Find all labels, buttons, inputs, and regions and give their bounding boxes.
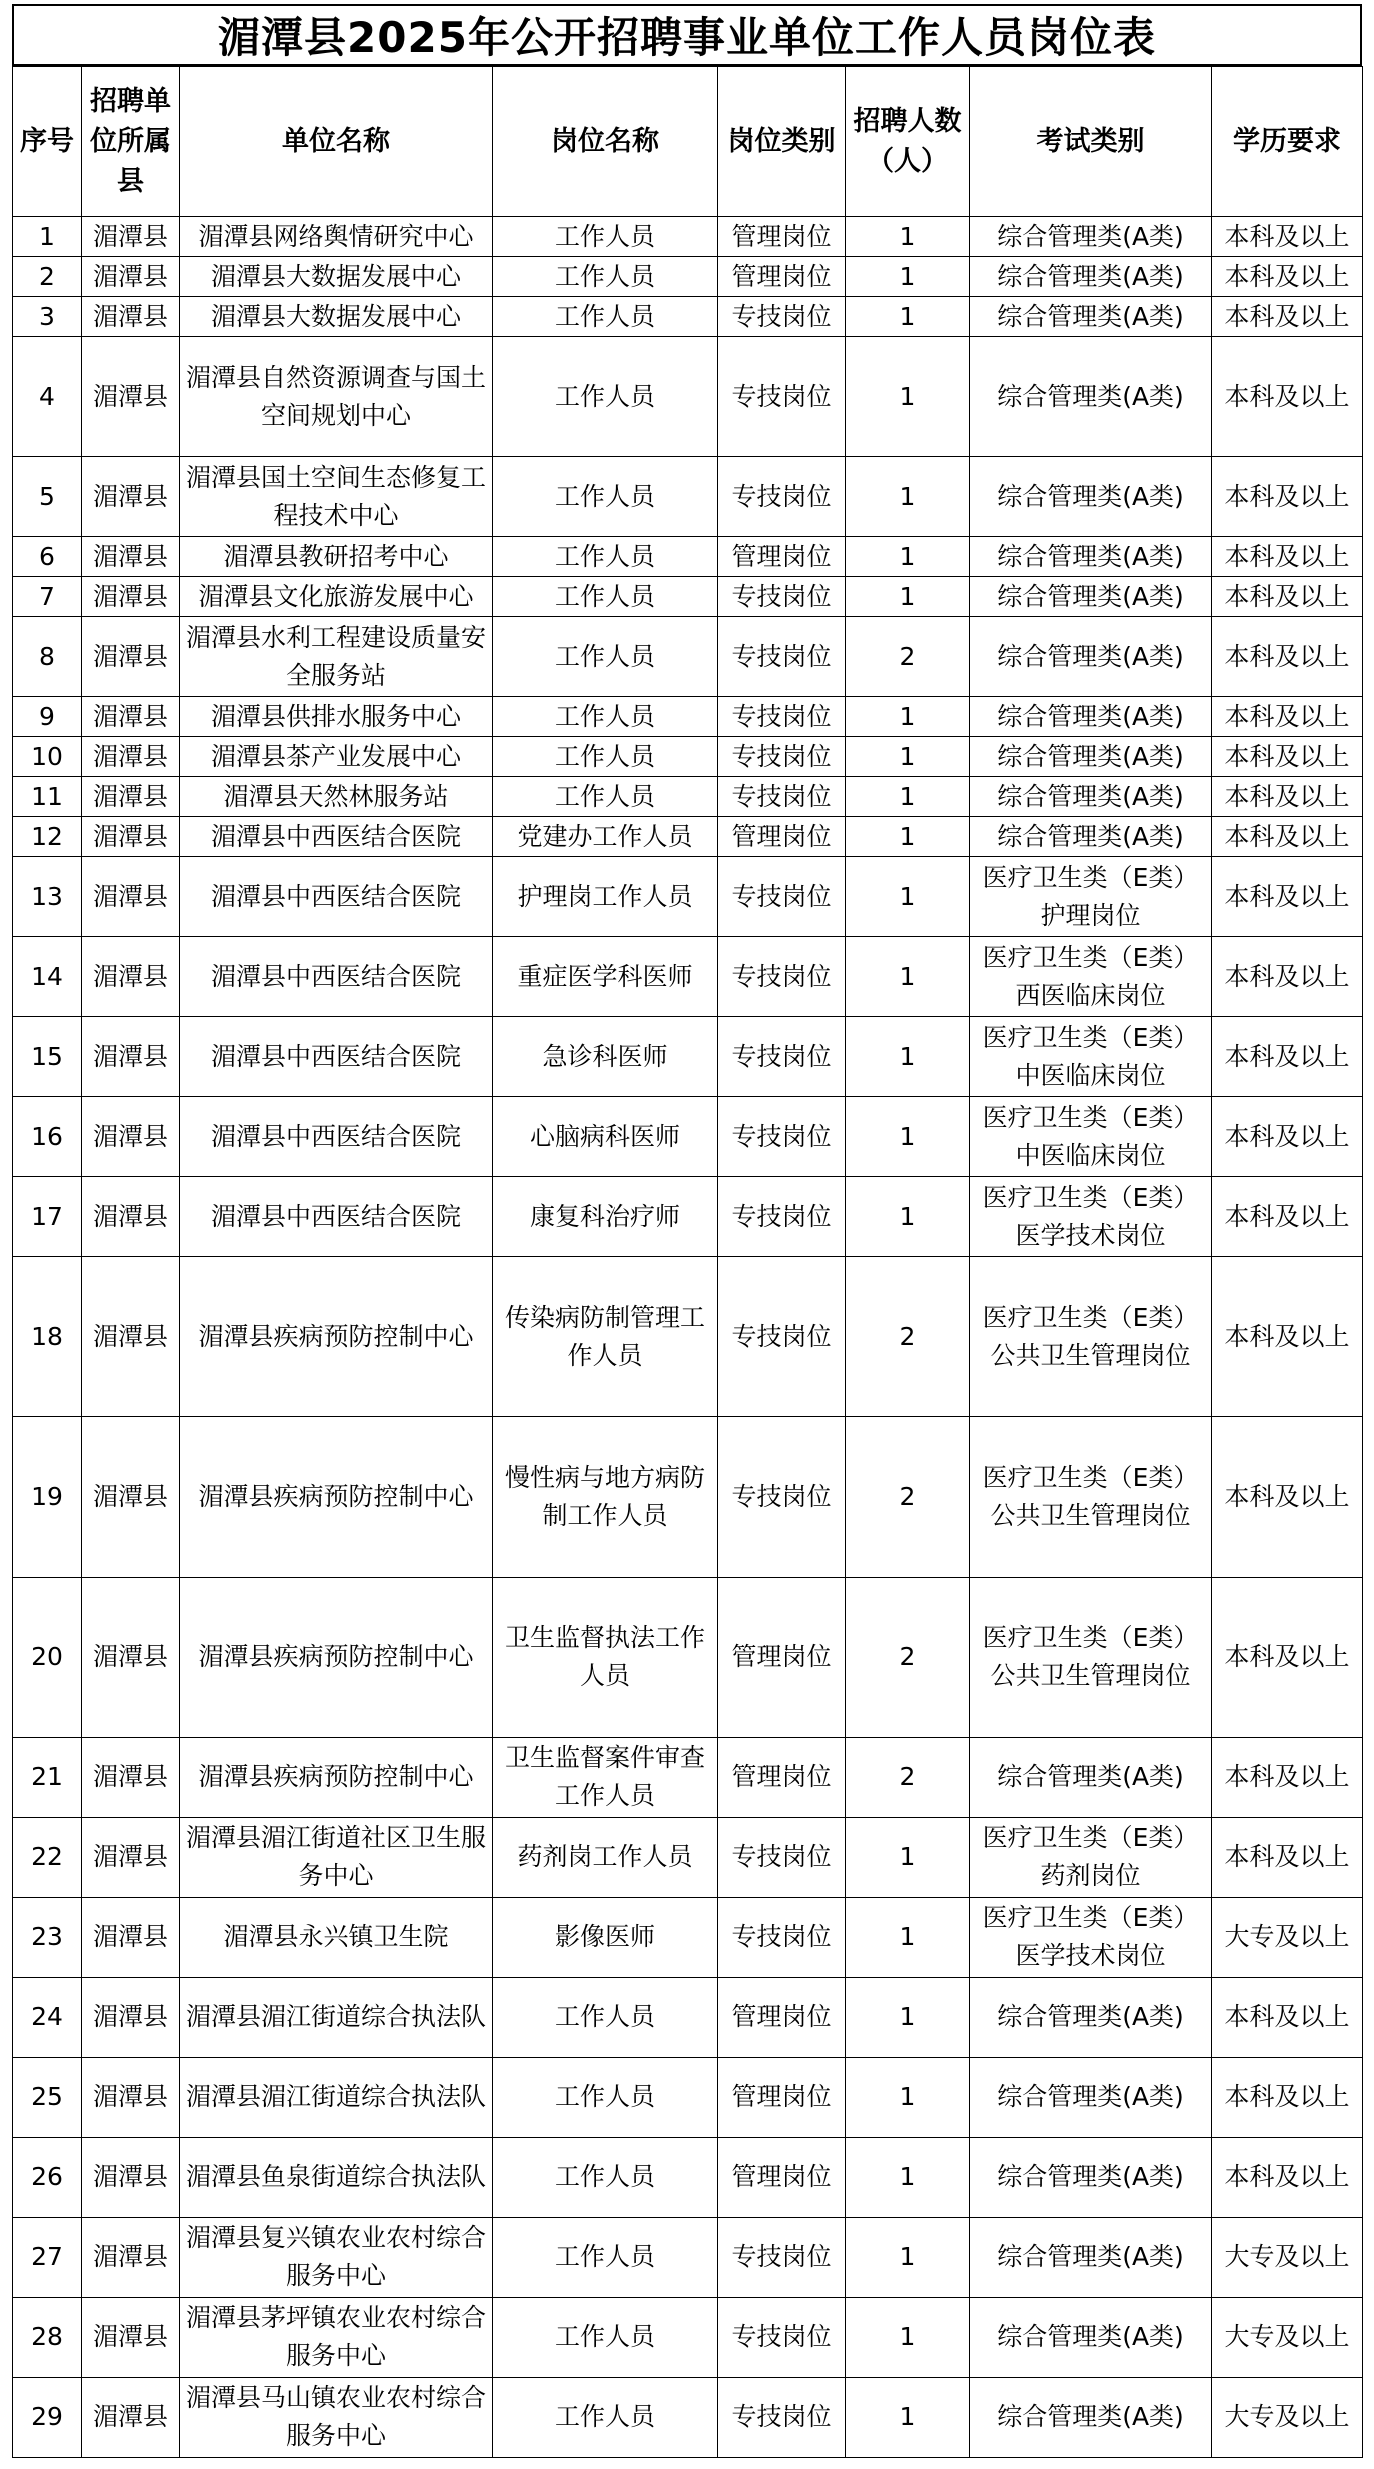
cell-no: 27	[13, 2217, 82, 2297]
cell-unit: 湄潭县教研招考中心	[180, 537, 493, 577]
cell-count: 1	[846, 1817, 970, 1897]
cell-no: 11	[13, 777, 82, 817]
cell-county: 湄潭县	[82, 817, 180, 857]
cell-edu: 本科及以上	[1212, 617, 1363, 697]
cell-post: 卫生监督案件审查工作人员	[493, 1737, 718, 1817]
cell-unit: 湄潭县中西医结合医院	[180, 857, 493, 937]
cell-county: 湄潭县	[82, 617, 180, 697]
cell-category: 专技岗位	[718, 1817, 846, 1897]
cell-exam: 综合管理类(A类)	[970, 1977, 1212, 2057]
cell-post: 工作人员	[493, 737, 718, 777]
cell-county: 湄潭县	[82, 257, 180, 297]
cell-category: 专技岗位	[718, 1897, 846, 1977]
cell-post: 康复科治疗师	[493, 1177, 718, 1257]
cell-edu: 本科及以上	[1212, 257, 1363, 297]
cell-no: 3	[13, 297, 82, 337]
cell-exam: 医疗卫生类（E类）护理岗位	[970, 857, 1212, 937]
cell-county: 湄潭县	[82, 1417, 180, 1577]
cell-county: 湄潭县	[82, 537, 180, 577]
cell-count: 1	[846, 2217, 970, 2297]
cell-count: 1	[846, 2377, 970, 2457]
cell-count: 1	[846, 1017, 970, 1097]
cell-edu: 本科及以上	[1212, 1817, 1363, 1897]
cell-post: 工作人员	[493, 2217, 718, 2297]
cell-no: 7	[13, 577, 82, 617]
table-row	[13, 217, 1363, 257]
table-row	[13, 1097, 1363, 1177]
cell-edu: 本科及以上	[1212, 457, 1363, 537]
cell-county: 湄潭县	[82, 1977, 180, 2057]
cell-exam: 综合管理类(A类)	[970, 2377, 1212, 2457]
cell-count: 1	[846, 257, 970, 297]
cell-unit: 湄潭县网络舆情研究中心	[180, 217, 493, 257]
cell-post: 工作人员	[493, 337, 718, 457]
cell-unit: 湄潭县疾病预防控制中心	[180, 1257, 493, 1417]
cell-category: 管理岗位	[718, 1737, 846, 1817]
cell-count: 1	[846, 1177, 970, 1257]
cell-exam: 综合管理类(A类)	[970, 1737, 1212, 1817]
cell-post: 工作人员	[493, 1977, 718, 2057]
cell-category: 管理岗位	[718, 2057, 846, 2137]
cell-no: 16	[13, 1097, 82, 1177]
cell-category: 管理岗位	[718, 217, 846, 257]
cell-post: 卫生监督执法工作人员	[493, 1577, 718, 1737]
cell-unit: 湄潭县湄江街道综合执法队	[180, 2057, 493, 2137]
cell-post: 工作人员	[493, 617, 718, 697]
cell-county: 湄潭县	[82, 1177, 180, 1257]
cell-edu: 大专及以上	[1212, 2377, 1363, 2457]
table-row	[13, 1017, 1363, 1097]
table-row	[13, 1897, 1363, 1977]
header-edu: 学历要求	[1212, 67, 1363, 217]
cell-category: 专技岗位	[718, 297, 846, 337]
cell-post: 心脑病科医师	[493, 1097, 718, 1177]
cell-no: 6	[13, 537, 82, 577]
cell-unit: 湄潭县马山镇农业农村综合服务中心	[180, 2377, 493, 2457]
cell-category: 管理岗位	[718, 2137, 846, 2217]
cell-edu: 本科及以上	[1212, 1017, 1363, 1097]
cell-exam: 医疗卫生类（E类）西医临床岗位	[970, 937, 1212, 1017]
cell-exam: 综合管理类(A类)	[970, 817, 1212, 857]
cell-county: 湄潭县	[82, 297, 180, 337]
cell-exam: 医疗卫生类（E类）公共卫生管理岗位	[970, 1257, 1212, 1417]
cell-edu: 本科及以上	[1212, 337, 1363, 457]
table-row	[13, 817, 1363, 857]
cell-edu: 本科及以上	[1212, 2057, 1363, 2137]
cell-count: 1	[846, 2057, 970, 2137]
cell-post: 工作人员	[493, 2377, 718, 2457]
cell-county: 湄潭县	[82, 737, 180, 777]
cell-post: 工作人员	[493, 537, 718, 577]
cell-post: 急诊科医师	[493, 1017, 718, 1097]
cell-county: 湄潭县	[82, 1257, 180, 1417]
cell-category: 管理岗位	[718, 537, 846, 577]
cell-county: 湄潭县	[82, 337, 180, 457]
table-row	[13, 1577, 1363, 1737]
cell-edu: 大专及以上	[1212, 2297, 1363, 2377]
cell-unit: 湄潭县湄江街道综合执法队	[180, 1977, 493, 2057]
cell-county: 湄潭县	[82, 2137, 180, 2217]
cell-count: 1	[846, 857, 970, 937]
cell-category: 专技岗位	[718, 857, 846, 937]
header-no: 序号	[13, 67, 82, 217]
cell-no: 21	[13, 1737, 82, 1817]
cell-no: 19	[13, 1417, 82, 1577]
cell-unit: 湄潭县中西医结合医院	[180, 937, 493, 1017]
header-count: 招聘人数（人）	[846, 67, 970, 217]
table-row	[13, 697, 1363, 737]
cell-post: 工作人员	[493, 577, 718, 617]
page-title: 湄潭县2025年公开招聘事业单位工作人员岗位表	[12, 4, 1362, 66]
cell-post: 重症医学科医师	[493, 937, 718, 1017]
cell-category: 专技岗位	[718, 777, 846, 817]
cell-edu: 本科及以上	[1212, 697, 1363, 737]
cell-category: 专技岗位	[718, 2377, 846, 2457]
cell-county: 湄潭县	[82, 697, 180, 737]
cell-no: 13	[13, 857, 82, 937]
cell-no: 22	[13, 1817, 82, 1897]
cell-unit: 湄潭县水利工程建设质量安全服务站	[180, 617, 493, 697]
cell-county: 湄潭县	[82, 2377, 180, 2457]
cell-unit: 湄潭县复兴镇农业农村综合服务中心	[180, 2217, 493, 2297]
cell-edu: 本科及以上	[1212, 1577, 1363, 1737]
cell-category: 专技岗位	[718, 2297, 846, 2377]
table-row	[13, 2217, 1363, 2297]
cell-county: 湄潭县	[82, 2297, 180, 2377]
cell-category: 专技岗位	[718, 577, 846, 617]
table-row	[13, 1737, 1363, 1817]
cell-post: 党建办工作人员	[493, 817, 718, 857]
cell-edu: 本科及以上	[1212, 1417, 1363, 1577]
cell-county: 湄潭县	[82, 1097, 180, 1177]
cell-no: 5	[13, 457, 82, 537]
cell-category: 专技岗位	[718, 697, 846, 737]
cell-no: 9	[13, 697, 82, 737]
cell-no: 28	[13, 2297, 82, 2377]
cell-category: 专技岗位	[718, 1097, 846, 1177]
table-row	[13, 2297, 1363, 2377]
cell-edu: 本科及以上	[1212, 1177, 1363, 1257]
cell-county: 湄潭县	[82, 1817, 180, 1897]
cell-exam: 综合管理类(A类)	[970, 2217, 1212, 2297]
cell-edu: 本科及以上	[1212, 577, 1363, 617]
cell-post: 工作人员	[493, 2057, 718, 2137]
cell-category: 专技岗位	[718, 1017, 846, 1097]
cell-count: 1	[846, 2297, 970, 2377]
cell-exam: 医疗卫生类（E类）公共卫生管理岗位	[970, 1417, 1212, 1577]
table-row	[13, 337, 1363, 457]
cell-post: 工作人员	[493, 697, 718, 737]
cell-post: 影像医师	[493, 1897, 718, 1977]
cell-edu: 本科及以上	[1212, 817, 1363, 857]
cell-count: 2	[846, 1257, 970, 1417]
cell-category: 专技岗位	[718, 1417, 846, 1577]
cell-count: 1	[846, 337, 970, 457]
cell-no: 24	[13, 1977, 82, 2057]
cell-exam: 医疗卫生类（E类）中医临床岗位	[970, 1097, 1212, 1177]
cell-exam: 综合管理类(A类)	[970, 2297, 1212, 2377]
cell-count: 2	[846, 1737, 970, 1817]
table-row	[13, 297, 1363, 337]
positions-table	[12, 66, 1363, 2458]
cell-county: 湄潭县	[82, 937, 180, 1017]
cell-county: 湄潭县	[82, 1897, 180, 1977]
table-row	[13, 1977, 1363, 2057]
cell-exam: 医疗卫生类（E类）医学技术岗位	[970, 1897, 1212, 1977]
cell-count: 1	[846, 577, 970, 617]
cell-post: 工作人员	[493, 777, 718, 817]
table-row	[13, 1817, 1363, 1897]
cell-no: 8	[13, 617, 82, 697]
cell-exam: 综合管理类(A类)	[970, 457, 1212, 537]
cell-edu: 本科及以上	[1212, 297, 1363, 337]
cell-county: 湄潭县	[82, 577, 180, 617]
cell-category: 专技岗位	[718, 2217, 846, 2297]
cell-count: 1	[846, 537, 970, 577]
cell-count: 1	[846, 697, 970, 737]
cell-count: 2	[846, 1417, 970, 1577]
cell-edu: 大专及以上	[1212, 1897, 1363, 1977]
cell-edu: 本科及以上	[1212, 777, 1363, 817]
cell-category: 专技岗位	[718, 937, 846, 1017]
cell-edu: 本科及以上	[1212, 857, 1363, 937]
cell-category: 管理岗位	[718, 1577, 846, 1737]
cell-exam: 综合管理类(A类)	[970, 617, 1212, 697]
cell-no: 15	[13, 1017, 82, 1097]
table-row	[13, 1177, 1363, 1257]
cell-count: 2	[846, 1577, 970, 1737]
cell-exam: 综合管理类(A类)	[970, 737, 1212, 777]
cell-no: 17	[13, 1177, 82, 1257]
cell-county: 湄潭县	[82, 777, 180, 817]
cell-exam: 医疗卫生类（E类）中医临床岗位	[970, 1017, 1212, 1097]
cell-edu: 本科及以上	[1212, 937, 1363, 1017]
cell-edu: 本科及以上	[1212, 537, 1363, 577]
cell-unit: 湄潭县大数据发展中心	[180, 297, 493, 337]
cell-exam: 医疗卫生类（E类）医学技术岗位	[970, 1177, 1212, 1257]
cell-post: 工作人员	[493, 2297, 718, 2377]
cell-county: 湄潭县	[82, 217, 180, 257]
cell-edu: 本科及以上	[1212, 1097, 1363, 1177]
cell-post: 工作人员	[493, 457, 718, 537]
cell-category: 管理岗位	[718, 817, 846, 857]
cell-count: 1	[846, 217, 970, 257]
cell-county: 湄潭县	[82, 2057, 180, 2137]
cell-exam: 综合管理类(A类)	[970, 2057, 1212, 2137]
table-row	[13, 857, 1363, 937]
cell-no: 20	[13, 1577, 82, 1737]
cell-no: 4	[13, 337, 82, 457]
table-row	[13, 577, 1363, 617]
cell-unit: 湄潭县茶产业发展中心	[180, 737, 493, 777]
cell-no: 12	[13, 817, 82, 857]
cell-unit: 湄潭县疾病预防控制中心	[180, 1737, 493, 1817]
cell-exam: 综合管理类(A类)	[970, 537, 1212, 577]
cell-count: 1	[846, 1097, 970, 1177]
cell-no: 2	[13, 257, 82, 297]
cell-unit: 湄潭县永兴镇卫生院	[180, 1897, 493, 1977]
cell-count: 1	[846, 1977, 970, 2057]
cell-county: 湄潭县	[82, 457, 180, 537]
cell-exam: 综合管理类(A类)	[970, 697, 1212, 737]
cell-exam: 综合管理类(A类)	[970, 337, 1212, 457]
cell-unit: 湄潭县供排水服务中心	[180, 697, 493, 737]
cell-post: 传染病防制管理工作人员	[493, 1257, 718, 1417]
cell-unit: 湄潭县中西医结合医院	[180, 1017, 493, 1097]
cell-category: 管理岗位	[718, 257, 846, 297]
cell-post: 慢性病与地方病防制工作人员	[493, 1417, 718, 1577]
table-row	[13, 457, 1363, 537]
cell-unit: 湄潭县湄江街道社区卫生服务中心	[180, 1817, 493, 1897]
cell-edu: 本科及以上	[1212, 1977, 1363, 2057]
cell-no: 23	[13, 1897, 82, 1977]
cell-edu: 本科及以上	[1212, 217, 1363, 257]
cell-post: 工作人员	[493, 257, 718, 297]
cell-unit: 湄潭县自然资源调查与国土空间规划中心	[180, 337, 493, 457]
cell-county: 湄潭县	[82, 1737, 180, 1817]
table-body	[13, 217, 1363, 2458]
cell-count: 1	[846, 1897, 970, 1977]
cell-exam: 综合管理类(A类)	[970, 297, 1212, 337]
cell-no: 10	[13, 737, 82, 777]
cell-category: 专技岗位	[718, 617, 846, 697]
header-post: 岗位名称	[493, 67, 718, 217]
cell-exam: 综合管理类(A类)	[970, 217, 1212, 257]
cell-county: 湄潭县	[82, 1017, 180, 1097]
cell-category: 专技岗位	[718, 737, 846, 777]
cell-category: 专技岗位	[718, 1257, 846, 1417]
table-row	[13, 617, 1363, 697]
cell-unit: 湄潭县鱼泉街道综合执法队	[180, 2137, 493, 2217]
cell-exam: 医疗卫生类（E类）公共卫生管理岗位	[970, 1577, 1212, 1737]
table-row	[13, 777, 1363, 817]
cell-no: 18	[13, 1257, 82, 1417]
cell-edu: 本科及以上	[1212, 1737, 1363, 1817]
table-row	[13, 2377, 1363, 2457]
table-row	[13, 1257, 1363, 1417]
cell-exam: 综合管理类(A类)	[970, 257, 1212, 297]
cell-unit: 湄潭县国土空间生态修复工程技术中心	[180, 457, 493, 537]
table-header-row	[13, 67, 1363, 217]
cell-category: 专技岗位	[718, 1177, 846, 1257]
cell-post: 护理岗工作人员	[493, 857, 718, 937]
cell-unit: 湄潭县文化旅游发展中心	[180, 577, 493, 617]
table-row	[13, 1417, 1363, 1577]
cell-post: 工作人员	[493, 217, 718, 257]
cell-unit: 湄潭县大数据发展中心	[180, 257, 493, 297]
cell-count: 1	[846, 817, 970, 857]
cell-no: 26	[13, 2137, 82, 2217]
cell-no: 29	[13, 2377, 82, 2457]
cell-exam: 综合管理类(A类)	[970, 777, 1212, 817]
cell-category: 专技岗位	[718, 457, 846, 537]
cell-unit: 湄潭县疾病预防控制中心	[180, 1577, 493, 1737]
header-category: 岗位类别	[718, 67, 846, 217]
cell-edu: 本科及以上	[1212, 737, 1363, 777]
cell-unit: 湄潭县中西医结合医院	[180, 1097, 493, 1177]
cell-count: 2	[846, 617, 970, 697]
header-exam: 考试类别	[970, 67, 1212, 217]
cell-post: 工作人员	[493, 297, 718, 337]
cell-exam: 综合管理类(A类)	[970, 577, 1212, 617]
cell-unit: 湄潭县疾病预防控制中心	[180, 1417, 493, 1577]
header-county: 招聘单位所属县	[82, 67, 180, 217]
cell-no: 14	[13, 937, 82, 1017]
cell-no: 25	[13, 2057, 82, 2137]
cell-count: 1	[846, 2137, 970, 2217]
table-row	[13, 2057, 1363, 2137]
cell-post: 药剂岗工作人员	[493, 1817, 718, 1897]
header-unit: 单位名称	[180, 67, 493, 217]
cell-edu: 本科及以上	[1212, 1257, 1363, 1417]
cell-county: 湄潭县	[82, 2217, 180, 2297]
table-row	[13, 737, 1363, 777]
cell-unit: 湄潭县中西医结合医院	[180, 1177, 493, 1257]
cell-edu: 大专及以上	[1212, 2217, 1363, 2297]
table-row	[13, 257, 1363, 297]
cell-count: 1	[846, 297, 970, 337]
cell-unit: 湄潭县中西医结合医院	[180, 817, 493, 857]
cell-county: 湄潭县	[82, 1577, 180, 1737]
cell-post: 工作人员	[493, 2137, 718, 2217]
cell-count: 1	[846, 457, 970, 537]
cell-unit: 湄潭县天然林服务站	[180, 777, 493, 817]
cell-category: 管理岗位	[718, 1977, 846, 2057]
table-row	[13, 2137, 1363, 2217]
cell-count: 1	[846, 737, 970, 777]
cell-exam: 综合管理类(A类)	[970, 2137, 1212, 2217]
cell-count: 1	[846, 937, 970, 1017]
cell-edu: 本科及以上	[1212, 2137, 1363, 2217]
table-row	[13, 537, 1363, 577]
table-row	[13, 937, 1363, 1017]
cell-category: 专技岗位	[718, 337, 846, 457]
cell-count: 1	[846, 777, 970, 817]
cell-exam: 医疗卫生类（E类）药剂岗位	[970, 1817, 1212, 1897]
cell-county: 湄潭县	[82, 857, 180, 937]
cell-no: 1	[13, 217, 82, 257]
cell-unit: 湄潭县茅坪镇农业农村综合服务中心	[180, 2297, 493, 2377]
